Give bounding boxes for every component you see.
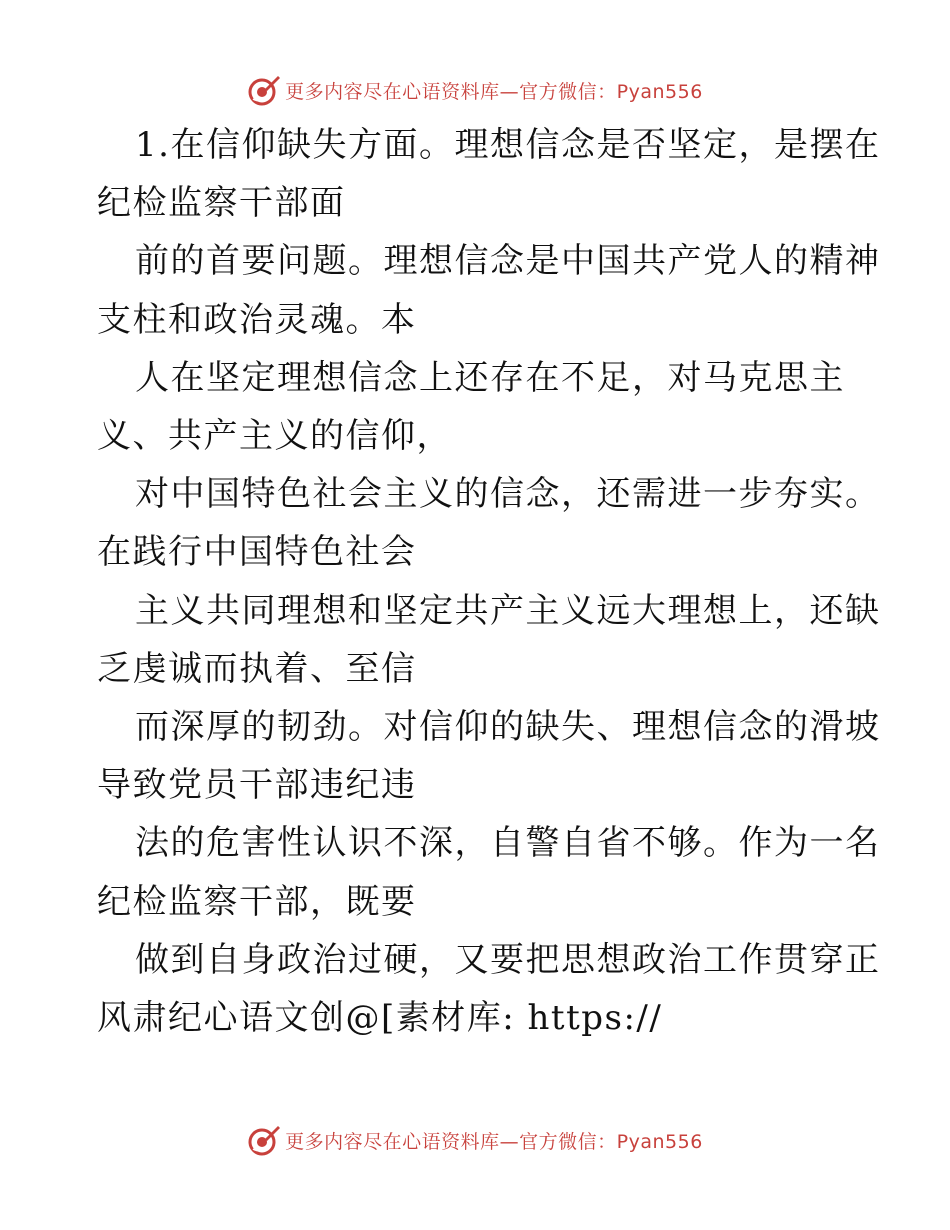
body-line: 纪检监察干部，既要 — [97, 881, 417, 922]
body-line: 人在坚定理想信念上还存在不足，对马克思主 — [135, 357, 845, 398]
document-body — [97, 116, 881, 1047]
body-line: 主义共同理想和坚定共产主义远大理想上，还缺 — [135, 590, 881, 631]
pen-logo-icon — [247, 1123, 281, 1157]
body-line: 做到自身政治过硬，又要把思想政治工作贯穿正 — [135, 939, 881, 980]
body-line: 在践行中国特色社会 — [97, 532, 417, 573]
body-line: 风肃纪心语文创@[素材库: https:// — [97, 998, 663, 1039]
footer-banner — [0, 1120, 950, 1160]
pen-logo-icon — [247, 73, 281, 107]
body-line: 纪检监察干部面 — [97, 183, 346, 224]
body-line: 1.在信仰缺失方面。理想信念是否坚定，是摆在 — [135, 125, 881, 165]
header-banner — [0, 70, 950, 110]
body-line: 导致党员干部违纪违 — [97, 765, 417, 806]
body-line: 前的首要问题。理想信念是中国共产党人的精神 — [135, 241, 881, 282]
body-line: 乏虔诚而执着、至信 — [97, 648, 417, 689]
footer-banner-text: 更多内容尽在心语资料库—官方微信：Pyan556 — [285, 1130, 703, 1153]
body-line: 而深厚的韧劲。对信仰的缺失、理想信念的滑坡 — [135, 707, 881, 748]
header-banner-text: 更多内容尽在心语资料库—官方微信：Pyan556 — [285, 80, 703, 103]
body-line: 法的危害性认识不深，自警自省不够。作为一名 — [135, 823, 881, 864]
body-line: 义、共产主义的信仰， — [97, 416, 452, 457]
body-line: 支柱和政治灵魂。本 — [97, 299, 417, 340]
body-line: 对中国特色社会主义的信念，还需进一步夯实。 — [135, 474, 881, 515]
